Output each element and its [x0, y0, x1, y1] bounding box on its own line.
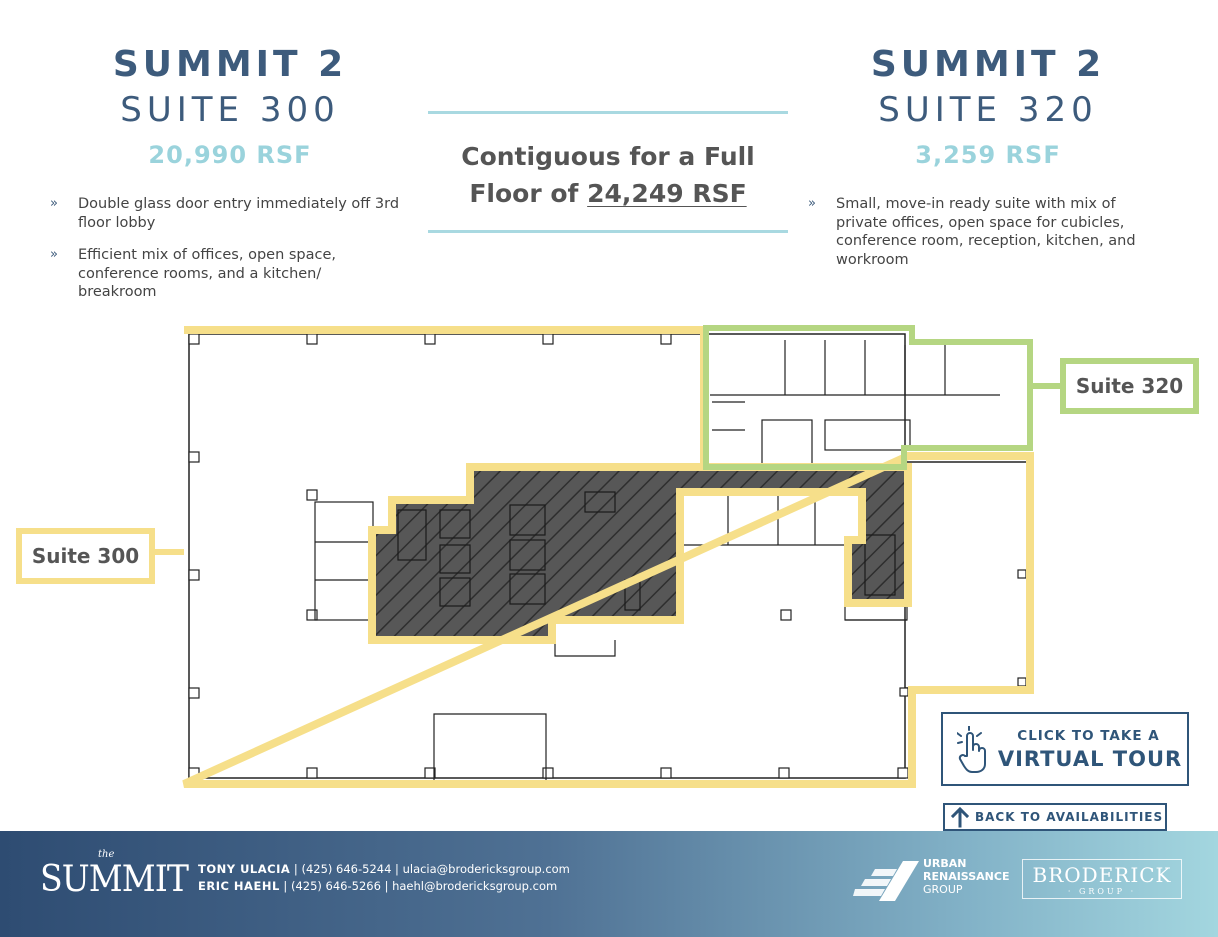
contact-details[interactable]: | (425) 646-5266 | haehl@brodericksgroup.com — [279, 879, 558, 893]
contact-line — [198, 878, 618, 895]
tour-line2: VIRTUAL TOUR — [997, 747, 1183, 771]
urban-renaissance-logo — [853, 857, 1010, 907]
contact-details[interactable]: | (425) 646-5244 | ulacia@brodericksgroup.com — [290, 862, 570, 876]
urban-renaissance-mark-icon — [853, 861, 919, 901]
footer — [0, 831, 1218, 937]
contact-name: TONY ULACIA — [198, 862, 291, 876]
virtual-tour-button[interactable] — [941, 712, 1189, 786]
back-label: BACK TO AVAILABILITIES — [975, 810, 1164, 824]
summit-logo-name: SUMMIT — [40, 859, 189, 900]
contacts — [198, 861, 618, 895]
bullet-mark: » — [50, 247, 58, 262]
suite-320-building-title: SUMMIT 2 — [870, 44, 1106, 85]
urban-logo-text: GROUP — [923, 883, 963, 896]
suite-320-label: Suite 320 — [1060, 358, 1199, 414]
broderick-logo — [1022, 859, 1182, 899]
bullet-mark: » — [808, 196, 816, 211]
urban-logo-text: RENAISSANCE — [923, 870, 1010, 883]
back-to-availabilities-button[interactable] — [943, 803, 1167, 831]
contact-name: ERIC HAEHL — [198, 879, 280, 893]
broderick-logo-name: BRODERICK — [1032, 863, 1172, 887]
suite-300-label: Suite 300 — [16, 528, 155, 584]
suite-320-title: SUITE 320 — [878, 90, 1098, 130]
suite-320-boundary — [706, 328, 1030, 467]
summit-logo-the: the — [98, 849, 115, 860]
bullet-mark: » — [50, 196, 58, 211]
suite-320-rsf: 3,259 RSF — [915, 141, 1061, 169]
feature-text: Efficient mix of offices, open space, conference rooms, and a kitchen/ breakroom — [78, 247, 337, 300]
suite-300-title: SUITE 300 — [120, 90, 340, 130]
suite-300-rsf: 20,990 RSF — [148, 141, 312, 169]
hand-pointer-icon — [957, 726, 991, 774]
suite-300-building-title: SUMMIT 2 — [112, 44, 348, 85]
contiguous-prefix: Floor of — [469, 179, 588, 208]
feature-text: Small, move-in ready suite with mix of private offices, open space for cubicles, conference room, reception, kitchen, and workroom — [836, 196, 1136, 268]
urban-logo-text: URBAN — [923, 857, 967, 870]
summit-logo — [40, 849, 189, 909]
broderick-logo-sub: · GROUP · — [1067, 887, 1137, 896]
contiguous-line1: Contiguous for a Full — [461, 142, 755, 171]
contact-line — [198, 861, 618, 878]
contiguous-total-rsf: 24,249 RSF — [587, 179, 747, 208]
feature-text: Double glass door entry immediately off 3rd floor lobby — [78, 196, 400, 231]
arrow-up-icon — [949, 806, 971, 828]
tour-line1: CLICK TO TAKE A — [1017, 728, 1160, 744]
